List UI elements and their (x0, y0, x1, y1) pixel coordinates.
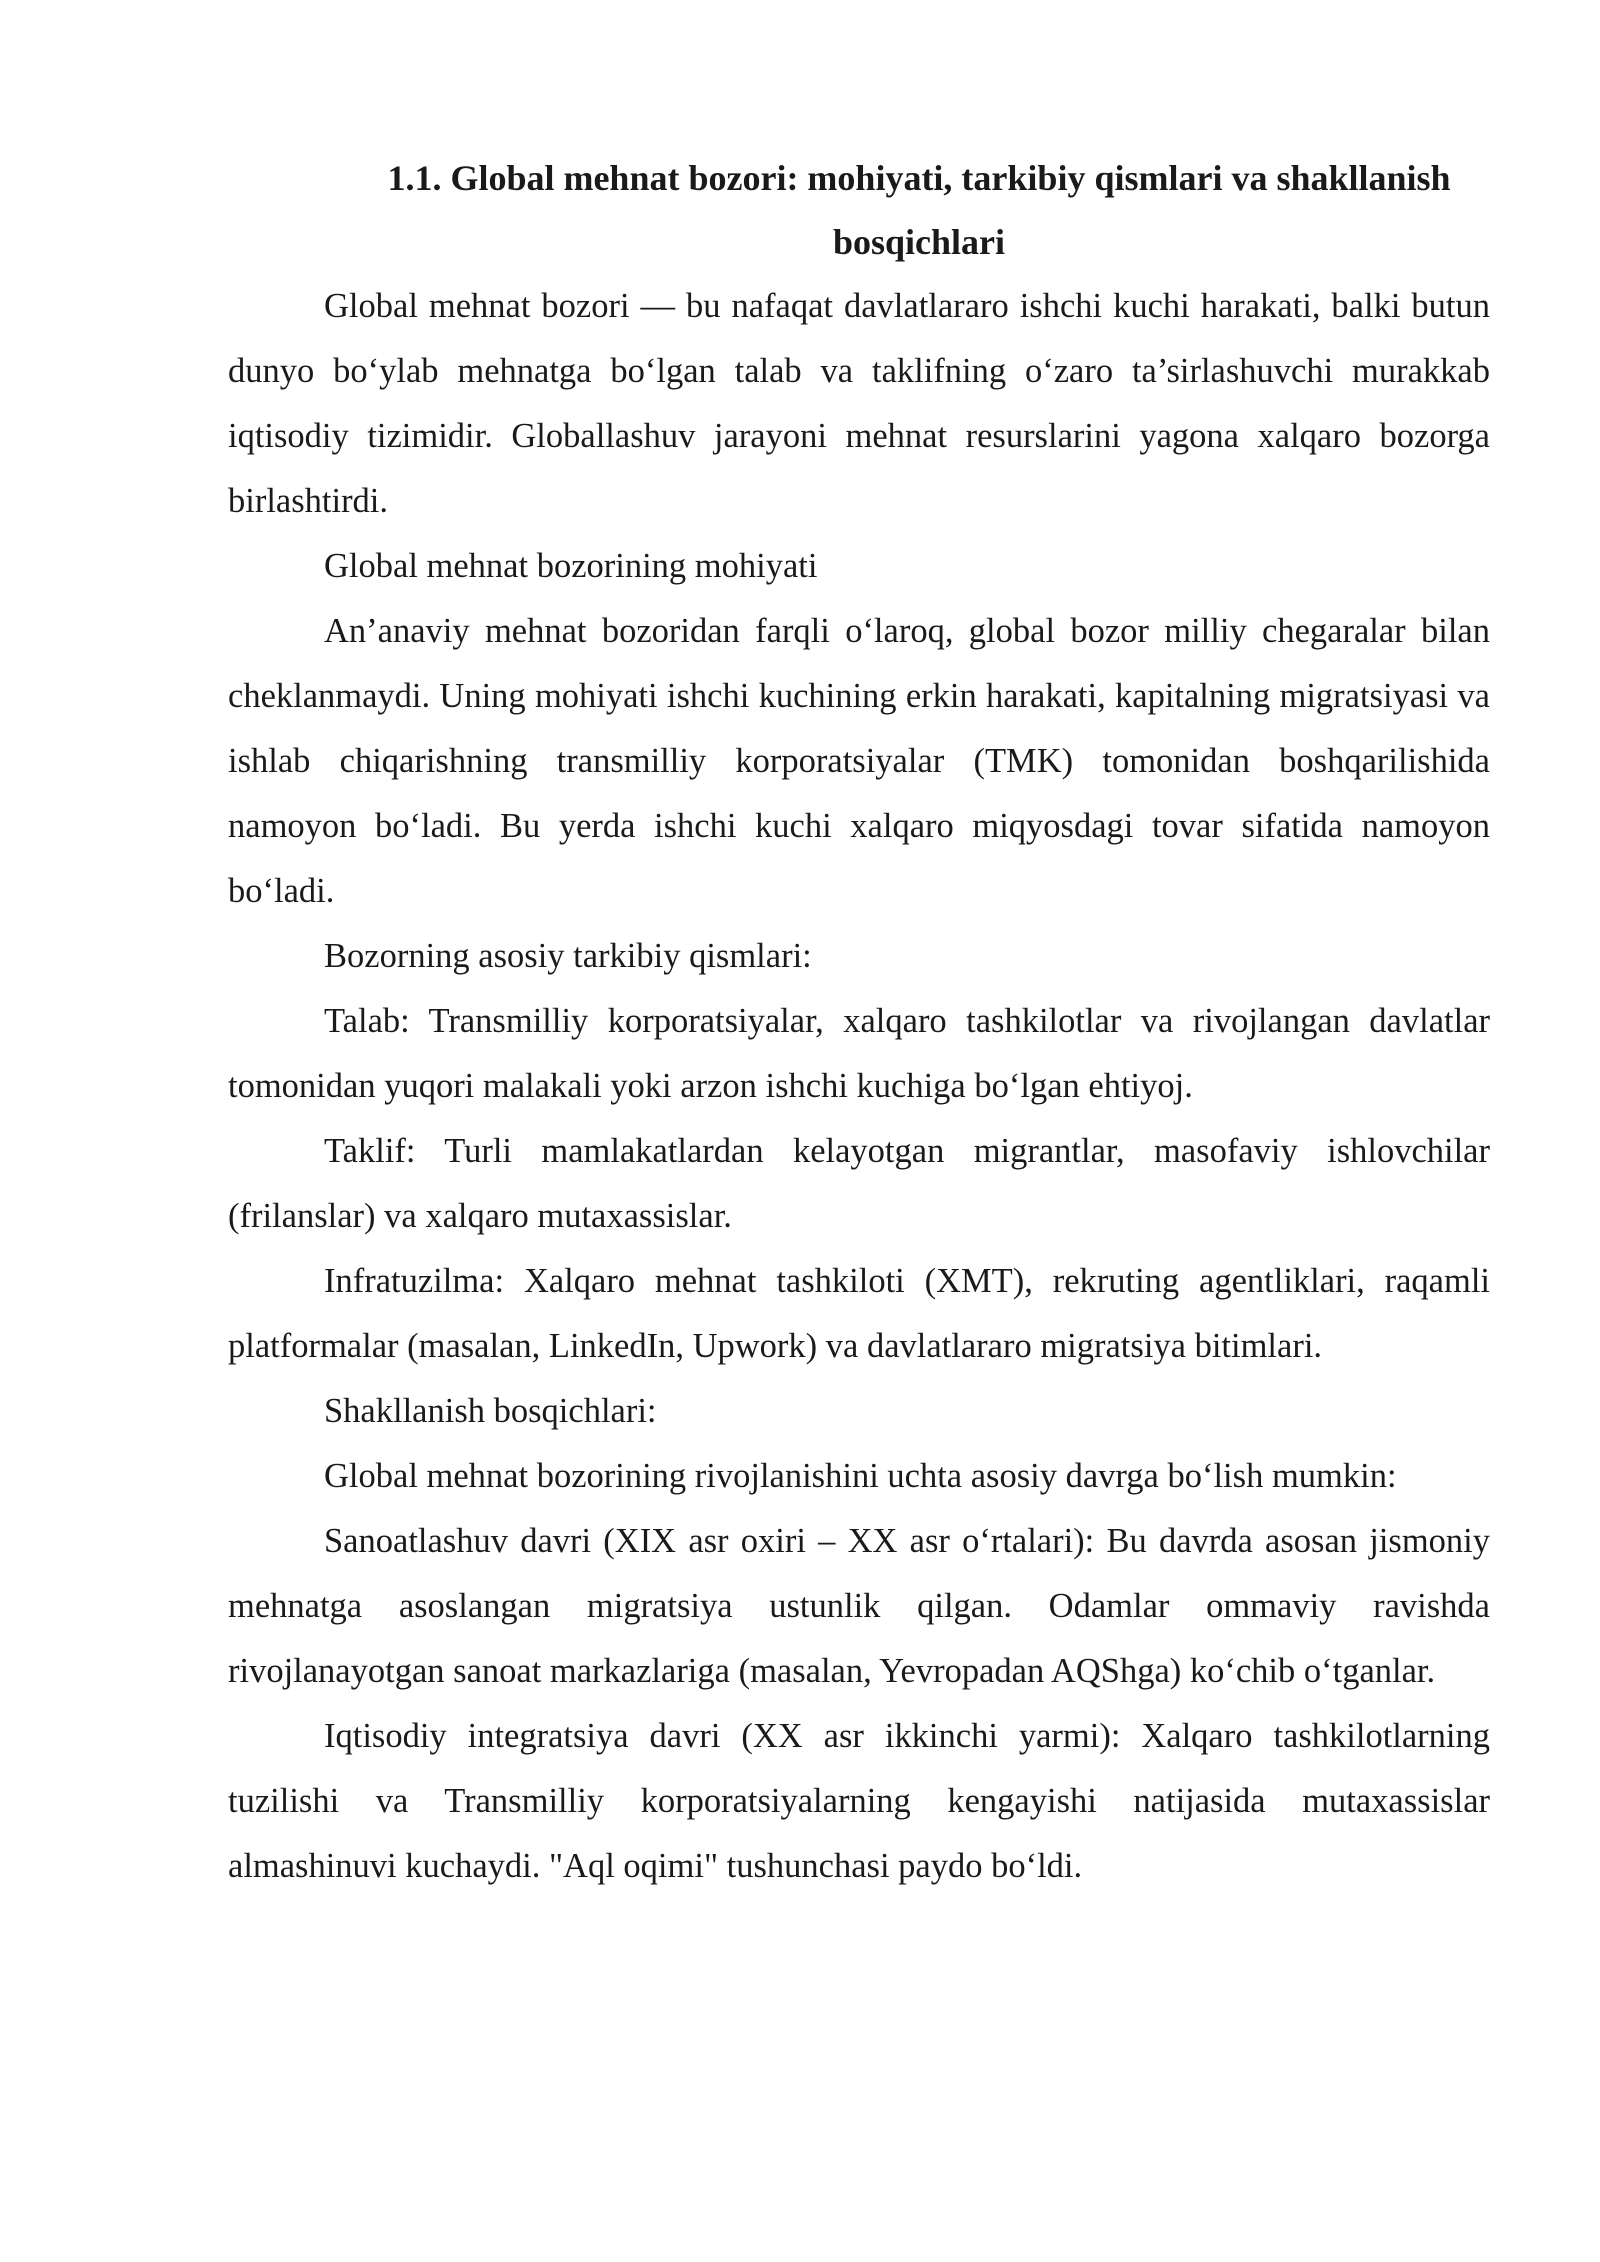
paragraph-industrial-period: Sanoatlashuv davri (XIX asr oxiri – XX asr o‘rtalari): Bu davrda asosan jismoniy mehnatga asoslangan migratsiya ustunlik qilgan. Odamlar ommaviy ravishda rivojlanayotgan sanoat markazlariga (masalan, Yevropadan AQShga) ko‘chib o‘tganlar. (228, 1522, 1490, 1690)
paragraph-essence: An’anaviy mehnat bozoridan farqli o‘laroq, global bozor milliy chegaralar bilan cheklanmaydi. Uning mohiyati ishchi kuchining erkin harakati, kapitalning migratsiyasi va ishlab chiqarishning transmilliy korporatsiyalar (TMK) tomonidan boshqarilishida namoyon bo‘ladi. Bu yerda ishchi kuchi xalqaro miqyosdagi tovar sifatida namoyon bo‘ladi. (228, 612, 1490, 910)
paragraph-supply: Taklif: Turli mamlakatlardan kelayotgan migrantlar, masofaviy ishlovchilar (frilanslar) va xalqaro mutaxassislar. (228, 1132, 1490, 1235)
paragraph-integration-period: Iqtisodiy integratsiya davri (XX asr ikkinchi yarmi): Xalqaro tashkilotlarning tuzilishi va Transmilliy korporatsiyalarning kengayishi natijasida mutaxassislar almashinuvi kuchaydi. "Aql oqimi" tushunchasi paydo bo‘ldi. (228, 1717, 1490, 1885)
paragraph-essence-title: Global mehnat bozorining mohiyati (324, 547, 818, 585)
paragraph-stages-intro: Global mehnat bozorining rivojlanishini uchta asosiy davrga bo‘lish mumkin: (324, 1457, 1397, 1495)
paragraph-stages-title: Shakllanish bosqichlari: (324, 1392, 657, 1430)
paragraph-demand: Talab: Transmilliy korporatsiyalar, xalqaro tashkilotlar va rivojlangan davlatlar tomonidan yuqori malakali yoki arzon ishchi kuchiga bo‘lgan ehtiyoj. (228, 1002, 1490, 1105)
paragraph-infrastructure: Infratuzilma: Xalqaro mehnat tashkiloti (XMT), rekruting agentliklari, raqamli platformalar (masalan, LinkedIn, Upwork) va davlatlararo migratsiya bitimlari. (228, 1262, 1490, 1365)
section-heading: 1.1. Global mehnat bozori: mohiyati, tarkibiy qismlari va shakllanish bosqichlari (387, 158, 1451, 262)
paragraph-components-title: Bozorning asosiy tarkibiy qismlari: (324, 937, 812, 975)
document-body (228, 146, 1490, 1899)
paragraph-intro: Global mehnat bozori — bu nafaqat davlatlararo ishchi kuchi harakati, balki butun dunyo bo‘ylab mehnatga bo‘lgan talab va taklifning o‘zaro ta’sirlashuvchi murakkab iqtisodiy tizimidir. Globallashuv jarayoni mehnat resurslarini yagona xalqaro bozorga birlashtirdi. (228, 287, 1490, 520)
